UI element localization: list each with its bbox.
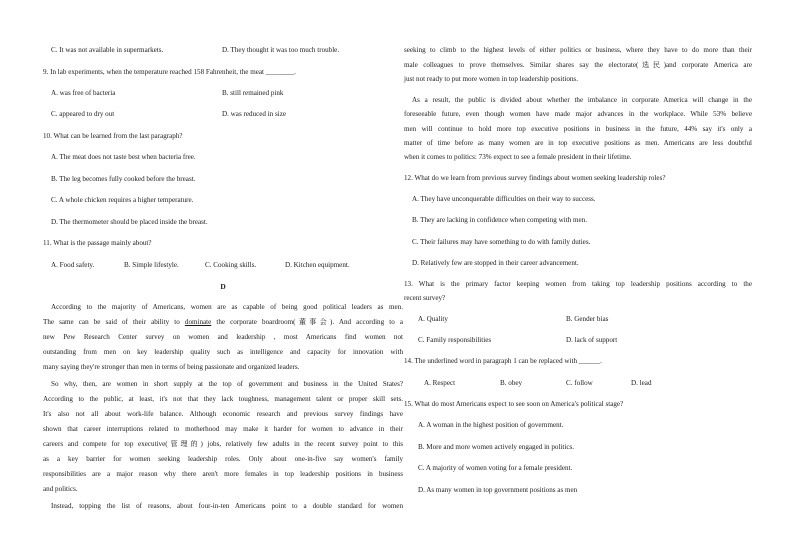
passage-p4-line: foreseeable future, even though women have made major advances in the workplace. While 53% believe [404, 110, 752, 118]
q13-stem: 13. What is the primary factor keeping women from taking top leadership positions according to the [404, 280, 752, 288]
passage-p2-line: responsibilities are a major reason why there aren't more females in top leadership positions in business [43, 470, 403, 478]
q14-stem: 14. The underlined word in paragraph 1 can be replaced with ______. [404, 357, 602, 365]
q11-option-a[interactable]: A. Food safety. [51, 261, 95, 269]
passage-p1-line: many saying they're stronger than men in terms of being passionate and organized leaders. [43, 363, 300, 371]
q10-option-a[interactable]: A. The meat does not taste best when bacteria free. [51, 153, 196, 161]
passage-p1-line: According to the majority of Americans, women are as capable of being good political leaders as men. [51, 303, 403, 311]
passage-p3-line: Instead, topping the list of reasons, about four-in-ten Americans point to a double standard for women [51, 502, 403, 510]
q13-option-d[interactable]: D. lack of support [566, 336, 618, 344]
q13-option-a[interactable]: A. Quality [418, 315, 448, 323]
passage-p2-line: It's also not all about work-life balance. Although economic research and previous survey findings have [43, 410, 403, 418]
q9-option-c[interactable]: C. appeared to dry out [51, 110, 115, 118]
q12-option-a[interactable]: A. They have unconquerable difficulties on their way to success. [412, 195, 596, 203]
left-column [43, 0, 403, 560]
q11-option-b[interactable]: B. Simple lifestyle. [124, 261, 179, 269]
passage-p3-line: seeking to climb to the highest levels of either politics or business, where they have to do more than their [404, 46, 752, 54]
q8-option-c[interactable]: C. It was not available in supermarkets. [51, 46, 164, 54]
q15-option-b[interactable]: B. More and more women actively engaged in politics. [418, 443, 575, 451]
passage-p4-line: As a result, the public is divided about whether the imbalance in corporate America will change in the [412, 96, 752, 104]
q12-option-c[interactable]: C. Their failures may have something to do with family duties. [412, 238, 591, 246]
passage-p2-line: According to the public, at least, it's not that they lack toughness, management talent or proper skill sets. [43, 395, 403, 403]
q15-option-c[interactable]: C. A majority of women voting for a female president. [418, 464, 573, 472]
passage-p4-line: men will continue to hold more top executive positions in business in the future, 44% say it's only a [404, 125, 752, 133]
q15-stem: 15. What do most Americans expect to see soon on America's political stage? [404, 400, 624, 408]
q11-option-c[interactable]: C. Cooking skills. [205, 261, 257, 269]
underlined-word-dominate: dominate [184, 318, 212, 326]
q9-stem: 9. In lab experiments, when the temperature reached 158 Fahrenheit, the meat ________. [43, 68, 296, 76]
q9-option-d[interactable]: D. was reduced in size [222, 110, 287, 118]
q11-option-d[interactable]: D. Kitchen equipment. [285, 261, 350, 269]
passage-p4-line: when it comes to politics: 73% expect to see a female president in their lifetime. [404, 153, 632, 161]
passage-p4-line: matter of time before as many women are in top executive positions as men. Americans are less doubtful [404, 139, 752, 147]
q12-option-b[interactable]: B. They are lacking in confidence when competing with men. [412, 216, 587, 224]
q13-stem: recent survey? [404, 294, 446, 302]
q15-option-a[interactable]: A. A woman in the highest position of government. [418, 421, 564, 429]
q10-stem: 10. What can be learned from the last paragraph? [43, 132, 183, 140]
q13-option-b[interactable]: B. Gender bias [566, 315, 609, 323]
passage-p2-line: as a key barrier for women seeking leadership roles. Only about one-in-five say women's family [43, 455, 403, 463]
q8-option-d[interactable]: D. They thought it was too much trouble. [222, 46, 340, 54]
q15-option-d[interactable]: D. As many women in top government positions as men [418, 486, 578, 494]
q10-option-c[interactable]: C. A whole chicken requires a higher temperature. [51, 196, 194, 204]
q14-option-a[interactable]: A. Respect [424, 379, 456, 387]
q14-option-b[interactable]: B. obey [500, 379, 523, 387]
passage-p1-line: new Pew Research Center survey on women and leadership , most Americans find women not [43, 333, 403, 341]
passage-p2-line: careers and compete for top executive(管理的) jobs, relatively few adults in the recent survey point to this [43, 440, 403, 448]
passage-p2-line: and politics. [43, 485, 78, 493]
passage-p2-line: shown that career interruptions related to motherhood may make it harder for women to advance in their [43, 425, 403, 433]
passage-p1-line: outstanding from men on key leadership quality such as intelligence and capacity for innovation with [43, 348, 403, 356]
passage-section-label: D [220, 282, 226, 291]
q10-option-d[interactable]: D. The thermometer should be placed inside the breast. [51, 218, 208, 226]
q9-option-b[interactable]: B. still remained pink [222, 89, 284, 97]
q14-option-c[interactable]: C. follow [566, 379, 593, 387]
passage-p1-line: The same can be said of their ability to dominate the corporate boardroom(董事会). And according to a [43, 318, 403, 326]
q12-option-d[interactable]: D. Relatively few are stopped in their career advancement. [412, 259, 579, 267]
passage-p3-line: male colleagues to prove themselves. Similar shares say the electorate(选民)and corporate America are [404, 61, 752, 69]
q11-stem: 11. What is the passage mainly about? [43, 239, 152, 247]
passage-p2-line: So why, then, are women in short supply at the top of government and business in the United States? [51, 380, 403, 388]
q10-option-b[interactable]: B. The leg becomes fully cooked before the breast. [51, 175, 196, 183]
q14-option-d[interactable]: D. lead [631, 379, 652, 387]
q13-option-c[interactable]: C. Family responsibilities [418, 336, 492, 344]
q9-option-a[interactable]: A. was free of bacteria [51, 89, 116, 97]
right-column [404, 0, 752, 560]
q12-stem: 12. What do we learn from previous survey findings about women seeking leadership roles? [404, 174, 666, 182]
passage-p3-line: just not ready to put more women in top leadership positions. [404, 75, 578, 83]
